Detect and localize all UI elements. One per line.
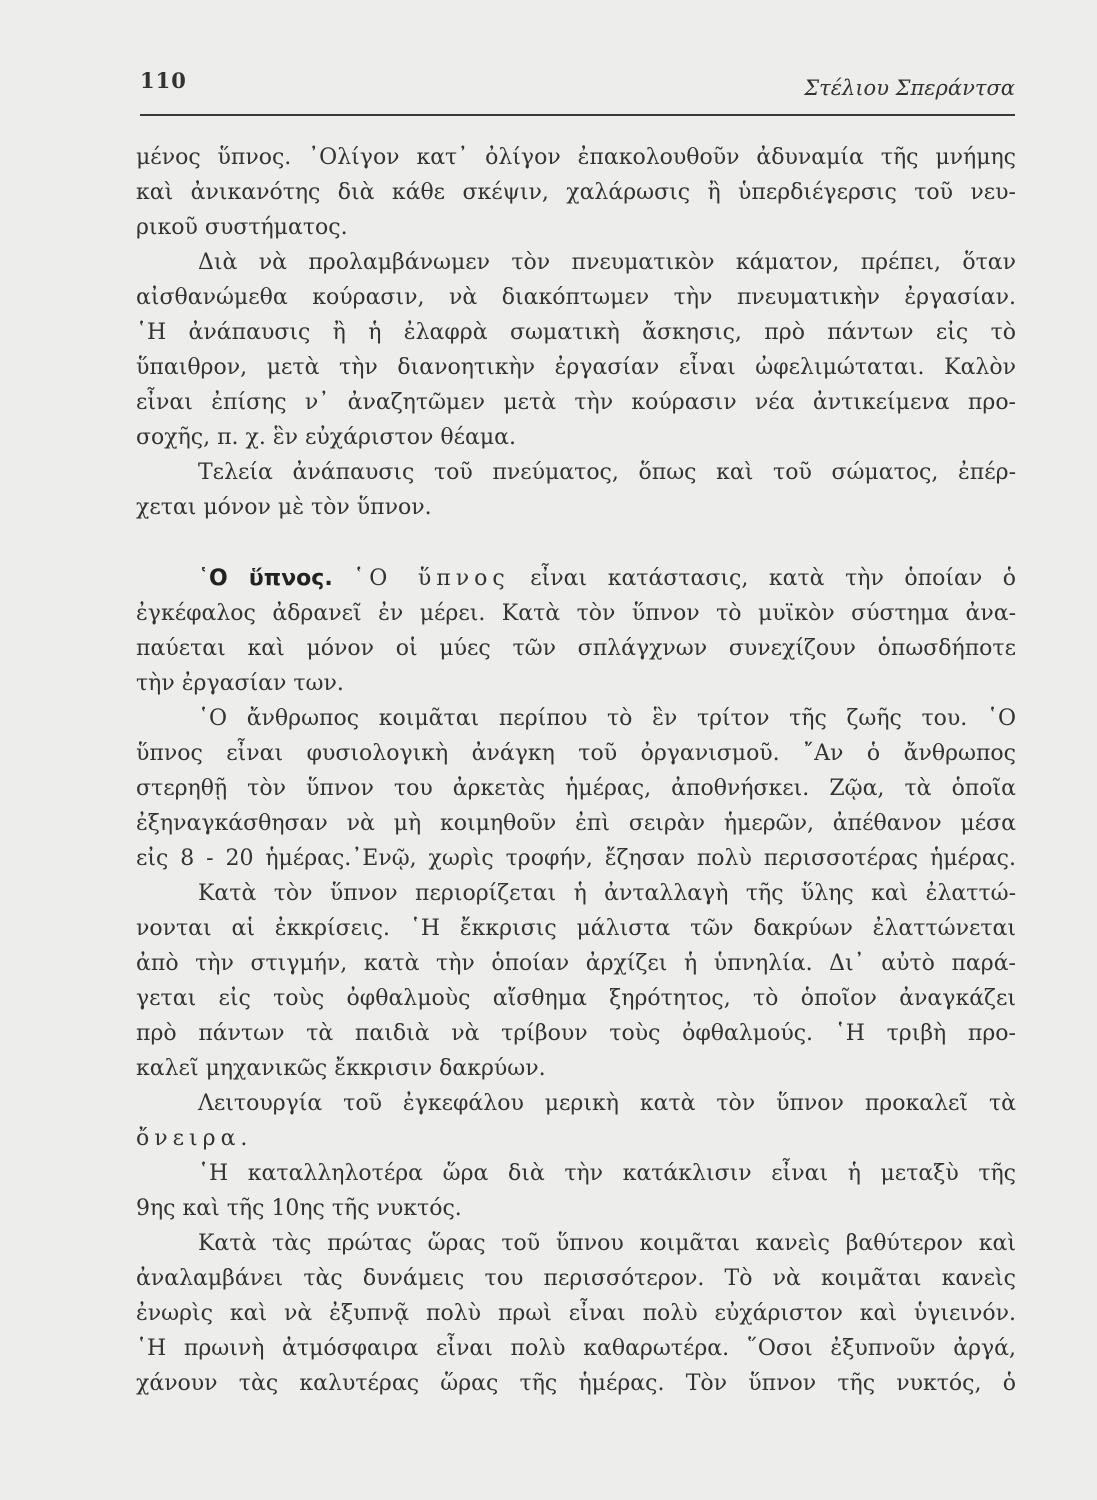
text-line: Διὰ νὰ προλαμβάνωμεν τὸν πνευματικὸν κάματον, πρέπει, ὅταν — [198, 250, 1016, 275]
body-text — [136, 140, 1016, 1401]
running-title: Στέλιου Σπεράντσα — [804, 76, 1015, 100]
section-heading: ῾Ο ὕπνος. — [198, 566, 333, 591]
text-line: ἐγκέφαλος ἀδρανεῖ ἐν μέρει. Κατὰ τὸν ὕπνον τὸ μυϊκὸν σύστημα ἀνα- — [136, 601, 1016, 626]
spaced-word-dreams: ὄνειρα. — [136, 1126, 253, 1151]
text-line: παύεται καὶ μόνον οἱ μύες τῶν σπλάγχνων συνεχίζουν ὁπωσδήποτε — [136, 636, 1016, 661]
text-line: χάνουν τὰς καλυτέρας ὥρας τῆς ἡμέρας. Τὸν ὕπνον τῆς νυκτός, ὁ — [136, 1371, 1016, 1396]
section-first-line — [136, 561, 1016, 596]
text-line: ῾Η ἀνάπαυσις ἢ ἡ ἐλαφρὰ σωματικὴ ἄσκησις, πρὸ πάντων εἰς τὸ — [136, 320, 1016, 345]
text-line: πρὸ πάντων τὰ παιδιὰ νὰ τρίβουν τοὺς ὀφθαλμούς. ῾Η τριβὴ προ- — [136, 1021, 1016, 1046]
text-line: 9ης καὶ τῆς 10ης τῆς νυκτός. — [136, 1196, 462, 1221]
text-line: εἰς 8 - 20 ἡμέρας.᾿Ενῷ, χωρὶς τροφήν, ἔζησαν πολὺ περισσοτέρας ἡμέρας. — [136, 846, 1016, 871]
text-line: ῾Η καταλληλοτέρα ὥρα διὰ τὴν κατάκλισιν εἶναι ἡ μεταξὺ τῆς — [198, 1161, 1016, 1186]
text-line: ἀπὸ τὴν στιγμήν, κατὰ τὴν ὁποίαν ἀρχίζει ἡ ὑπνηλία. Δι᾿ αὐτὸ παρά- — [136, 951, 1016, 976]
text-line: Λειτουργία τοῦ ἐγκεφάλου μερικὴ κατὰ τὸν ὕπνον προκαλεῖ τὰ — [198, 1091, 1016, 1116]
text-line: Τελεία ἀνάπαυσις τοῦ πνεύματος, ὅπως καὶ τοῦ σώματος, ἐπέρ- — [198, 460, 1016, 485]
text-line: καὶ ἀνικανότης διὰ κάθε σκέψιν, χαλάρωσις ἢ ὑπερδιέγερσις τοῦ νευ- — [136, 180, 1016, 205]
text-line: αἰσθανώμεθα κούρασιν, νὰ διακόπτωμεν τὴν πνευματικὴν ἐργασίαν. — [136, 285, 1016, 310]
text-line — [136, 1121, 1016, 1156]
text-line: χεται μόνον μὲ τὸν ὕπνον. — [136, 495, 432, 520]
text-line: στερηθῇ τὸν ὕπνον του ἀρκετὰς ἡμέρας, ἀποθνήσκει. Ζῷα, τὰ ὁποῖα — [136, 776, 1016, 801]
text-line: ῾Ο ἄνθρωπος κοιμᾶται περίπου τὸ ἓν τρίτον τῆς ζωῆς του. ῾Ο — [198, 706, 1016, 731]
text-line: ῾Η πρωινὴ ἀτμόσφαιρα εἶναι πολὺ καθαρωτέρα. ῞Οσοι ἐξυπνοῦν ἀργά, — [136, 1336, 1016, 1361]
section-gap — [136, 525, 1016, 561]
text-line: ὕπαιθρον, μετὰ τὴν διανοητικὴν ἐργασίαν εἶναι ὠφελιμώταται. Καλὸν — [136, 355, 1016, 380]
section-lead-word: ῾Ο ὕπνος — [353, 566, 510, 591]
text-line: εἶναι ἐπίσης ν᾿ ἀναζητῶμεν μετὰ τὴν κούρασιν νέα ἀντικείμενα προ- — [136, 390, 1016, 415]
text-line: μένος ὕπνος. ᾿Ολίγον κατ᾿ ὀλίγον ἐπακολουθοῦν ἀδυναμία τῆς μνήμης — [136, 145, 1016, 170]
text-line: Κατὰ τὸν ὕπνον περιορίζεται ἡ ἀνταλλαγὴ τῆς ὕλης καὶ ἐλαττώ- — [198, 881, 1016, 906]
page-header — [140, 68, 1015, 112]
text-line: γεται εἰς τοὺς ὀφθαλμοὺς αἴσθημα ξηρότητος, τὸ ὁποῖον ἀναγκάζει — [136, 986, 1016, 1011]
text-line: ἐξηναγκάσθησαν νὰ μὴ κοιμηθοῦν ἐπὶ σειρὰν ἡμερῶν, ἀπέθανον μέσα — [136, 811, 1016, 836]
text-line: νονται αἱ ἐκκρίσεις. ῾Η ἔκκρισις μάλιστα τῶν δακρύων ἐλαττώνεται — [136, 916, 1016, 941]
text-line: ἐνωρὶς καὶ νὰ ἐξυπνᾷ πολὺ πρωὶ εἶναι πολὺ εὐχάριστον καὶ ὑγιεινόν. — [136, 1301, 1016, 1326]
text-line: σοχῆς, π. χ. ἓν εὐχάριστον θέαμα. — [136, 425, 516, 450]
text-line: ρικοῦ συστήματος. — [136, 215, 348, 240]
text-line: Κατὰ τὰς πρώτας ὥρας τοῦ ὕπνου κοιμᾶται κανεὶς βαθύτερον καὶ — [198, 1231, 1016, 1256]
text-line: ἀναλαμβάνει τὰς δυνάμεις του περισσότερον. Τὸ νὰ κοιμᾶται κανεὶς — [136, 1266, 1016, 1291]
text-line: καλεῖ μηχανικῶς ἔκκρισιν δακρύων. — [136, 1056, 546, 1081]
text-line: τὴν ἐργασίαν των. — [136, 671, 344, 696]
text-line: ὕπνος εἶναι φυσιολογικὴ ἀνάγκη τοῦ ὀργανισμοῦ. ῎Αν ὁ ἄνθρωπος — [136, 741, 1016, 766]
page-number: 110 — [140, 68, 187, 93]
header-rule — [140, 114, 1015, 116]
section-line-rest: εἶναι κατάστασις, κατὰ τὴν ὁποίαν ὁ — [530, 566, 1017, 591]
